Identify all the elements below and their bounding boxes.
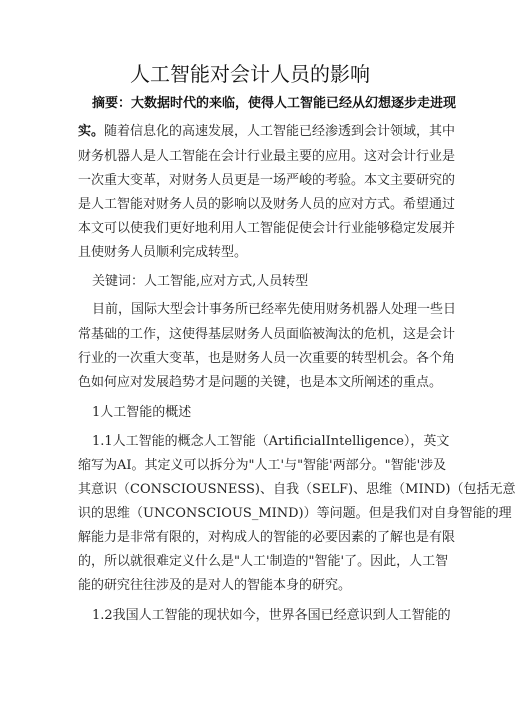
section-1-1-line: 的，所以就很难定义什么是"人工'制造的"智能'了。因此，人工智: [78, 554, 449, 569]
abstract-line: 一次重大变革，对财务人员更是一场严峻的考验。本文主要研究的: [78, 173, 456, 188]
abstract-line: 是人工智能对财务人员的影响以及财务人员的应对方式。希望通过: [78, 197, 456, 212]
abstract-first-line: [92, 95, 457, 113]
section-heading: 1人工智能的概述: [92, 405, 192, 420]
keywords: 关键词：人工智能,应对方式,人员转型: [92, 274, 309, 289]
section-1-2-line: 1.2我国人工智能的现状如今，世界各国已经意识到人工智能的: [92, 608, 451, 623]
abstract-label: 摘要：: [92, 96, 132, 111]
abstract-line: [78, 123, 456, 141]
abstract-bold-tail: 实。: [78, 124, 105, 139]
abstract-line: 本文可以使我们更好地利用人工智能促使会计行业能够稳定发展并: [78, 221, 456, 236]
abstract-line: 财务机器人是人工智能在会计行业最主要的应用。这对会计行业是: [78, 149, 456, 164]
section-1-1-line: 识的思维（UNCONSCIOUS_MIND)）等问题。但是我们对自身智能的理: [78, 506, 512, 521]
intro-line: 色如何应对发展趋势才是问题的关键，也是本文所阐述的重点。: [78, 375, 443, 390]
intro-line: 行业的一次重大变革，也是财务人员一次重要的转型机会。各个角: [78, 351, 456, 366]
section-1-1-line: 解能力是非常有限的，对构成人的智能的必要因素的了解也是有限: [78, 530, 456, 545]
section-1-1-line: 能的研究往往涉及的是对人的智能本身的研究。: [78, 578, 352, 593]
abstract-text: 随着信息化的高速发展，人工智能已经渗透到会计领域，其中: [104, 124, 456, 139]
intro-line: 常基础的工作，这使得基层财务人员面临被淘汰的危机，这是会计: [78, 327, 456, 342]
intro-line: 目前，国际大型会计事务所已经率先使用财务机器人处理一些日: [92, 302, 457, 317]
section-1-1-line: 缩写为AI。其定义可以拆分为"人工'与"智能'两部分。"智能'涉及: [78, 458, 447, 473]
section-1-1-line: 其意识（CONSCIOUSNESS)、自我（SELF)、思维（MIND)（包括无意: [78, 482, 515, 497]
abstract-line: 且使财务人员顺利完成转型。: [78, 245, 248, 260]
document-title: 人工智能对会计人员的影响: [130, 62, 370, 86]
section-1-1-line: 1.1人工智能的概念人工智能（ArtificialIntelligence），英文: [92, 434, 450, 449]
abstract-bold-lead: 大数据时代的来临，使得人工智能已经从幻想逐步走进现: [131, 96, 457, 111]
